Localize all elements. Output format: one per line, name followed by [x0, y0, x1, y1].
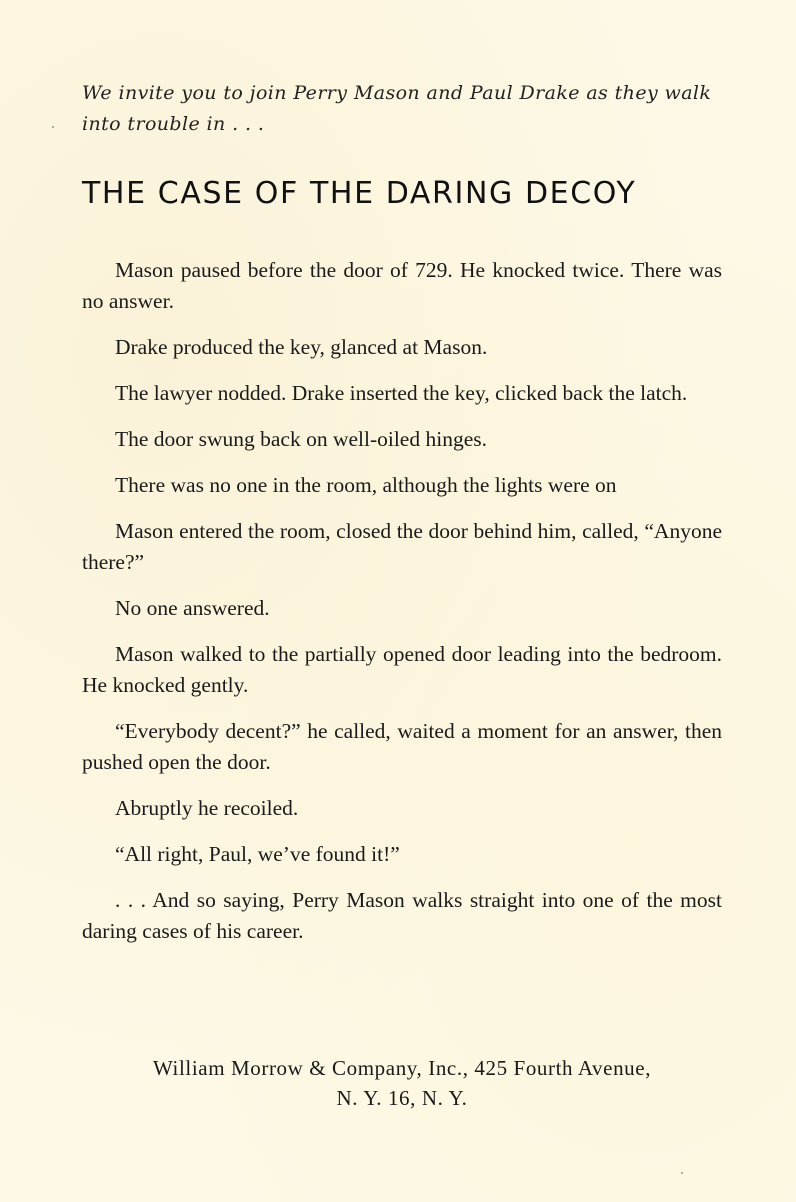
excerpt-paragraph: Mason paused before the door of 729. He knocked twice. There was no answer. — [82, 258, 722, 313]
excerpt-paragraph: Drake produced the key, glanced at Mason. — [115, 335, 488, 359]
excerpt-body — [82, 255, 722, 962]
excerpt-paragraph: “All right, Paul, we’ve found it!” — [115, 842, 400, 866]
excerpt-paragraph: Mason entered the room, closed the door behind him, called, “Anyone there?” — [82, 519, 722, 574]
paper-speck — [681, 1172, 683, 1174]
publisher-address — [82, 1053, 722, 1113]
excerpt-paragraph: The lawyer nodded. Drake inserted the key, clicked back the latch. — [115, 381, 688, 405]
excerpt-paragraph: “Everybody decent?” he called, waited a moment for an answer, then pushed open the door. — [82, 719, 722, 774]
intro-text: We invite you to join Perry Mason and Paul Drake as they walk into trouble in . . . — [82, 82, 712, 135]
excerpt-paragraph: There was no one in the room, although the lights were on — [115, 473, 617, 497]
paper-speck — [52, 126, 54, 128]
publisher-line-1: William Morrow & Company, Inc., 425 Fourth Avenue, — [152, 1056, 652, 1080]
excerpt-paragraph: Abruptly he recoiled. — [115, 796, 299, 820]
publisher-line-2: N. Y. 16, N. Y. — [336, 1086, 468, 1110]
excerpt-paragraph: Mason walked to the partially opened door leading into the bedroom. He knocked gently. — [82, 642, 722, 697]
book-title: THE CASE OF THE DARING DECOY — [82, 176, 637, 211]
excerpt-paragraph: . . . And so saying, Perry Mason walks straight into one of the most daring cases of his career. — [82, 888, 722, 943]
excerpt-paragraph: No one answered. — [115, 596, 270, 620]
excerpt-paragraph: The door swung back on well-oiled hinges. — [115, 427, 487, 451]
